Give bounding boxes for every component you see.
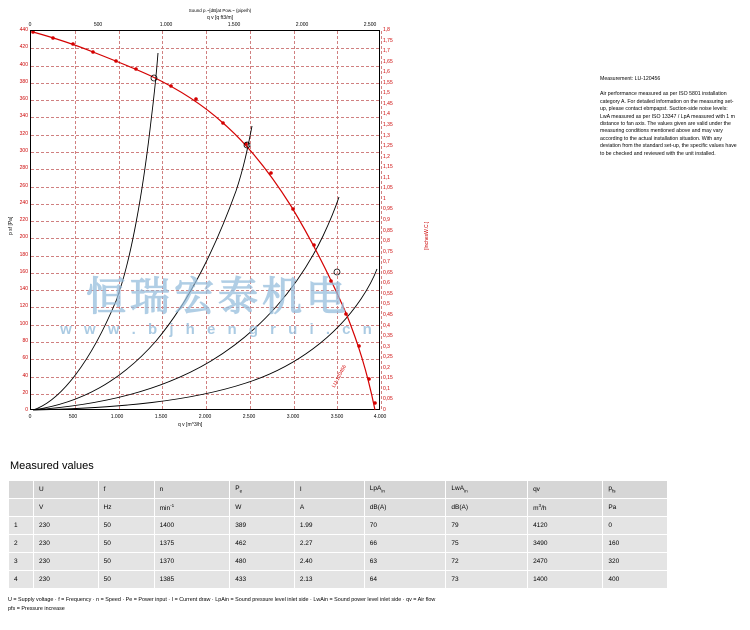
cell-voltage: 230 bbox=[34, 535, 99, 553]
col-index bbox=[9, 481, 34, 499]
x-axis-label: q v [m^3/h] bbox=[178, 422, 203, 428]
y-right-tick: 0,6 bbox=[383, 280, 390, 287]
x-bottom-tick: 3.500 bbox=[330, 414, 344, 420]
cell-frequency: 50 bbox=[98, 571, 154, 589]
y-right-tick: 1,45 bbox=[383, 100, 393, 107]
y-right-tick: 0,65 bbox=[383, 269, 393, 276]
cell-current: 2.13 bbox=[294, 571, 364, 589]
x-top-tick: 2.500 bbox=[363, 22, 377, 28]
cell-voltage: 230 bbox=[34, 517, 99, 535]
x-bottom-tick: 2.000 bbox=[198, 414, 212, 420]
y-right-tick: 1,3 bbox=[383, 132, 390, 139]
cell-lwa: 79 bbox=[446, 517, 528, 535]
cell-voltage: 230 bbox=[34, 571, 99, 589]
cell-speed: 1375 bbox=[154, 535, 230, 553]
y-right-tick: 0,75 bbox=[383, 248, 393, 255]
y-axis-label-left: p sf [Pa] bbox=[8, 216, 14, 235]
x-bottom-tick: 1.000 bbox=[110, 414, 124, 420]
cell-lwa: 72 bbox=[446, 553, 528, 571]
cell-lpa: 66 bbox=[364, 535, 446, 553]
unit-airflow: $m^3/h$ bbox=[528, 499, 603, 517]
y-left-tick: 20 bbox=[22, 389, 28, 396]
x-top-tick: 1.000 bbox=[159, 22, 173, 28]
unit-lwa: dB(A) bbox=[446, 499, 528, 517]
y-right-tick: 0,5 bbox=[383, 301, 390, 308]
y-left-tick: 300 bbox=[19, 147, 28, 154]
cell-power: 480 bbox=[230, 553, 295, 571]
row-index: 3 bbox=[9, 553, 34, 571]
y-right-tick: 1,1 bbox=[383, 174, 390, 181]
cell-power: 433 bbox=[230, 571, 295, 589]
cell-frequency: 50 bbox=[98, 553, 154, 571]
unit-current: A bbox=[294, 499, 364, 517]
curve-annotation-label: LU-120456 bbox=[331, 364, 348, 389]
unit-lpa: dB(A) bbox=[364, 499, 446, 517]
y-right-tick: 1,05 bbox=[383, 185, 393, 192]
y-right-tick: 1,2 bbox=[383, 153, 390, 160]
x-bottom-tick: 2.500 bbox=[242, 414, 256, 420]
cell-lpa: 64 bbox=[364, 571, 446, 589]
y-right-tick: 1,7 bbox=[383, 48, 390, 55]
y-right-tick: 0,8 bbox=[383, 238, 390, 245]
y-left-tick: 360 bbox=[19, 96, 28, 103]
y-right-tick: 1,75 bbox=[383, 37, 393, 44]
y-left-tick: 420 bbox=[19, 44, 28, 51]
system-curve-3 bbox=[33, 197, 339, 410]
cell-frequency: 50 bbox=[98, 535, 154, 553]
cell-pressure: 160 bbox=[603, 535, 668, 553]
cell-voltage: 230 bbox=[34, 553, 99, 571]
y-left-tick: 180 bbox=[19, 251, 28, 258]
y-right-tick: 1,8 bbox=[383, 27, 390, 33]
y-right-tick: 0,1 bbox=[383, 385, 390, 392]
x-top-tick: 500 bbox=[93, 22, 103, 28]
col-airflow: qv bbox=[528, 481, 603, 499]
y-right-tick: 0 bbox=[383, 407, 386, 413]
table-row bbox=[9, 535, 668, 553]
measurement-note bbox=[600, 76, 738, 158]
col-frequency: f bbox=[98, 481, 154, 499]
y-left-tick: 220 bbox=[19, 217, 28, 223]
measurement-id: Measurement: LU-120456 bbox=[600, 76, 661, 82]
x-top-tick: 1.500 bbox=[227, 22, 241, 28]
cell-current: 2.27 bbox=[294, 535, 364, 553]
y-left-tick: 440 bbox=[19, 27, 28, 33]
unit-speed: $\min^{-1}$ bbox=[154, 499, 230, 517]
table-row bbox=[9, 571, 668, 589]
table-units-row bbox=[9, 499, 668, 517]
col-lpa: LpA$_{in}$ bbox=[364, 481, 446, 499]
y-right-tick: 0,3 bbox=[383, 343, 390, 350]
cell-lpa: 70 bbox=[364, 517, 446, 535]
cell-power: 462 bbox=[230, 535, 295, 553]
y-left-tick: 120 bbox=[19, 303, 28, 310]
y-left-tick: 80 bbox=[22, 337, 28, 344]
cell-airflow: 3490 bbox=[528, 535, 603, 553]
cell-power: 389 bbox=[230, 517, 295, 535]
col-speed: n bbox=[154, 481, 230, 499]
cell-current: 2.40 bbox=[294, 553, 364, 571]
y-left-tick: 260 bbox=[19, 182, 28, 189]
y-right-tick: 0,85 bbox=[383, 227, 393, 234]
y-left-tick: 160 bbox=[19, 268, 28, 275]
table-row bbox=[9, 517, 668, 535]
y-right-tick: 1,65 bbox=[383, 58, 393, 65]
watermark: 恒瑞宏泰机电 w w w . b j h e n g r u i . c n bbox=[60, 274, 376, 338]
y-right-tick: 1,5 bbox=[383, 90, 390, 97]
measured-values-heading: Measured values bbox=[10, 460, 94, 472]
y-right-tick: 0,45 bbox=[383, 312, 393, 318]
unit-frequency: Hz bbox=[98, 499, 154, 517]
cell-airflow: 2470 bbox=[528, 553, 603, 571]
x-bottom-tick: 4.000 bbox=[373, 414, 387, 420]
y-right-tick: 0,35 bbox=[383, 333, 393, 340]
x-top-tick: 0 bbox=[28, 22, 32, 28]
unit-pressure: Pa bbox=[603, 499, 668, 517]
y-right-tick: 0,4 bbox=[383, 322, 390, 329]
operating-points bbox=[151, 75, 340, 275]
chart-curves bbox=[31, 31, 381, 411]
y-left-tick: 340 bbox=[19, 113, 28, 120]
cell-lwa: 73 bbox=[446, 571, 528, 589]
legend-line-2: pfs = Pressure increase bbox=[8, 606, 65, 612]
cell-lpa: 63 bbox=[364, 553, 446, 571]
y-left-tick: 40 bbox=[22, 372, 28, 379]
row-index: 2 bbox=[9, 535, 34, 553]
cell-pressure: 320 bbox=[603, 553, 668, 571]
y-left-tick: 60 bbox=[22, 355, 28, 362]
y-right-tick: 1,15 bbox=[383, 164, 393, 171]
col-power: $P_e$ bbox=[230, 481, 295, 499]
col-voltage: U bbox=[34, 481, 99, 499]
cell-current: 1.99 bbox=[294, 517, 364, 535]
system-curve-4 bbox=[33, 269, 377, 410]
x-bottom-tick: 1.500 bbox=[154, 414, 168, 420]
y-right-tick: 0,7 bbox=[383, 259, 390, 266]
cell-pressure: 0 bbox=[603, 517, 668, 535]
legend-line-1: U = Supply voltage · f = Frequency · n = Speed · Pe = Power input · I = Current draw · LpAin = Sound pressure level inlet side · LwAin = Sound power level inlet side · qv = Air flow bbox=[8, 597, 436, 603]
system-curve-2 bbox=[33, 126, 252, 410]
y-right-tick: 0,95 bbox=[383, 206, 393, 213]
y-axis-label-right: [InchesW.C.] bbox=[424, 221, 430, 250]
y-right-tick: 1,35 bbox=[383, 122, 393, 128]
y-right-tick: 0,2 bbox=[383, 364, 390, 371]
y-right-tick: 1 bbox=[383, 195, 386, 202]
y-left-tick: 380 bbox=[19, 78, 28, 85]
col-lwa: LwA$_{in}$ bbox=[446, 481, 528, 499]
table-legend bbox=[8, 596, 708, 614]
y-left-tick: 240 bbox=[19, 199, 28, 206]
row-index: 1 bbox=[9, 517, 34, 535]
y-left-tick: 400 bbox=[19, 61, 28, 68]
cell-pressure: 400 bbox=[603, 571, 668, 589]
y-right-tick: 0,55 bbox=[383, 290, 393, 297]
y-left-tick: 320 bbox=[19, 130, 28, 137]
y-right-tick: 0,9 bbox=[383, 217, 390, 223]
table-row bbox=[9, 553, 668, 571]
y-left-tick: 140 bbox=[19, 286, 28, 293]
cell-frequency: 50 bbox=[98, 517, 154, 535]
y-left-tick: 200 bbox=[19, 234, 28, 241]
y-right-tick: 0,15 bbox=[383, 375, 393, 382]
unit-voltage: V bbox=[34, 499, 99, 517]
cell-speed: 1400 bbox=[154, 517, 230, 535]
y-left-tick: 100 bbox=[19, 320, 28, 327]
chart-subtitle: q v [q ft3/m] bbox=[206, 15, 234, 21]
cell-airflow: 4120 bbox=[528, 517, 603, 535]
x-bottom-tick: 3.000 bbox=[286, 414, 300, 420]
unit-power: W bbox=[230, 499, 295, 517]
table-header-row bbox=[9, 481, 668, 499]
x-top-tick: 2.000 bbox=[295, 22, 309, 28]
x-bottom-tick: 500 bbox=[68, 414, 78, 420]
y-right-tick: 1,6 bbox=[383, 69, 390, 76]
plot-area bbox=[30, 30, 380, 410]
x-bottom-tick: 0 bbox=[28, 414, 32, 420]
y-left-tick: 280 bbox=[19, 165, 28, 172]
measurement-description: Air performance measured as per ISO 5801 installation category A. For detailed information on the measuring set-up, please contact ebmpapst. Suction-side noise levels: LwA measured as per ISO 13347 / LpA measured with 1 m distance to fan axis. The values given are valid under the measuring conditions mentioned above and may vary according to the actual installation situation. With any deviation from the standard set-up, the specific values have to be checked and reviewed with the unit installed. bbox=[600, 91, 737, 157]
y-right-tick: 1,55 bbox=[383, 79, 393, 86]
cell-airflow: 1400 bbox=[528, 571, 603, 589]
col-current: I bbox=[294, 481, 364, 499]
cell-speed: 1370 bbox=[154, 553, 230, 571]
cell-speed: 1385 bbox=[154, 571, 230, 589]
measured-values-table bbox=[8, 480, 668, 589]
fan-performance-chart bbox=[0, 0, 440, 440]
y-right-tick: 1,4 bbox=[383, 111, 390, 118]
row-index: 4 bbox=[9, 571, 34, 589]
y-right-tick: 0,05 bbox=[383, 396, 393, 403]
system-curve-1 bbox=[33, 53, 158, 410]
y-right-tick: 0,25 bbox=[383, 354, 393, 361]
col-pressure: $p_{fs}$ bbox=[603, 481, 668, 499]
y-left-tick: 0 bbox=[25, 407, 28, 413]
chart-title: Sound p.~[dB]at Pow.~ (pipe/h) bbox=[188, 8, 252, 13]
cell-lwa: 75 bbox=[446, 535, 528, 553]
measured-values-section bbox=[8, 460, 742, 614]
fan-curve bbox=[33, 32, 375, 410]
fan-curve-markers bbox=[31, 31, 377, 405]
y-right-tick: 1,25 bbox=[383, 143, 393, 150]
